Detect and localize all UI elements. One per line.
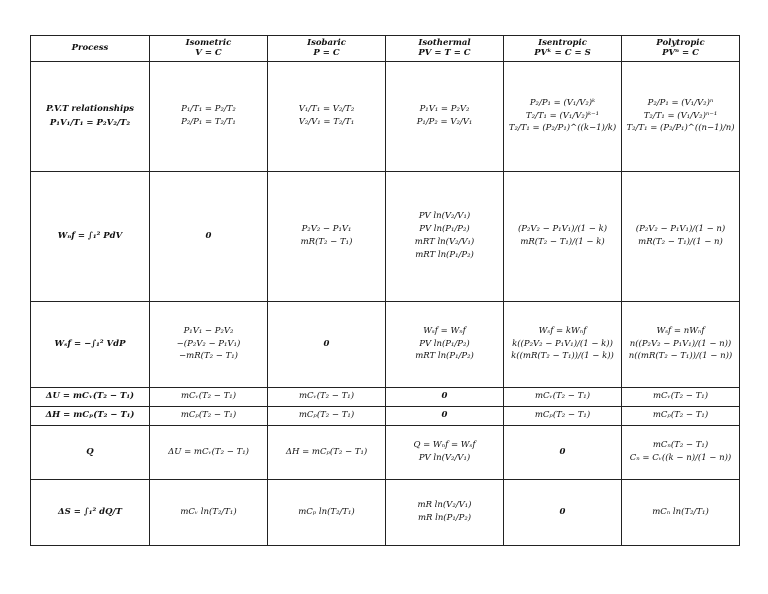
equation: mCᵥ(T₂ − T₁) [534,391,591,402]
equation: (P₂V₂ − P₁V₁)/(1 − k) [517,224,608,235]
equation: k((P₂V₂ − P₁V₁)/(1 − k)) [512,338,613,349]
cell-dh-isobaric [268,407,386,426]
row-label-ds [31,480,150,546]
cell-pvt-polytropic [622,62,740,172]
row-label-equation: P₁V₁/T₁ = P₂V₂/T₂ [49,117,131,128]
row-wnf [31,172,740,302]
row-label-text: Wₛf = −∫₁² VdP [54,338,126,349]
equation: P₂V₂ − P₁V₁ [301,224,352,235]
cell-pvt-isometric [150,62,268,172]
cell-wsf-isothermal [386,302,504,388]
equation: (P₂V₂ − P₁V₁)/(1 − n) [635,224,726,235]
equation: P₁V₁ − P₂V₂ [183,325,234,336]
cell-wnf-isothermal [386,172,504,302]
equation: Cₙ = Cᵥ((k − n)/(1 − n)) [629,453,732,463]
equation: T₂/T₁ = (P₂/P₁)^((k−1)/k) [508,123,617,134]
equation: mR(T₂ − T₁) [300,237,353,247]
equation: mRT ln(P₁/P₂) [415,249,474,260]
equation: PV ln(V₂/V₁) [418,211,471,222]
equation: mCₚ(T₂ − T₁) [298,410,355,421]
thermodynamic-process-table [30,35,740,546]
equation: T₂/T₁ = (P₂/P₁)^((n−1)/n) [626,123,735,134]
equation: 0 [441,391,448,402]
equation: 0 [323,338,330,349]
row-du [31,388,740,407]
cell-du-isothermal [386,388,504,407]
row-label-du [31,388,150,407]
cell-q-polytropic [622,426,740,480]
cell-ds-isobaric [268,480,386,546]
equation: mRT ln(P₁/P₂) [415,351,474,362]
cell-q-isometric [150,426,268,480]
equation: T₂/T₁ = (V₁/V₂)ᵏ⁻¹ [525,110,600,121]
cell-ds-polytropic [622,480,740,546]
cell-wnf-isobaric [268,172,386,302]
equation: V₁/T₁ = V₂/T₂ [298,104,355,115]
cell-wnf-polytropic [622,172,740,302]
cell-wsf-isometric [150,302,268,388]
equation: 0 [205,230,212,241]
equation: ΔH = mCₚ(T₂ − T₁) [285,446,368,457]
equation: mRT ln(V₂/V₁) [414,237,475,247]
equation: mCₚ ln(T₂/T₁) [298,506,355,517]
row-label-text: ΔU = mCᵥ(T₂ − T₁) [45,391,135,402]
equation: Wₛf = kWₙf [538,325,587,336]
equation: mCᵥ(T₂ − T₁) [652,391,709,402]
row-label-text: P.V.T relationships [46,103,134,114]
row-ds [31,480,740,546]
equation: PV ln(V₂/V₁) [418,453,471,463]
header-isobaric: Isobaric P = C [268,36,386,62]
equation: P₁/T₁ = P₂/T₂ [181,104,236,115]
equation: mCᵥ(T₂ − T₁) [180,391,237,402]
equation: mR(T₂ − T₁)/(1 − k) [520,237,605,247]
equation: P₂/P₁ = (V₁/V₂)ⁿ [647,97,714,108]
equation: −mR(T₂ − T₁) [179,351,238,362]
equation: V₂/V₁ = T₂/T₁ [298,117,355,127]
cell-pvt-isobaric [268,62,386,172]
cell-du-isobaric [268,388,386,407]
equation: P₁V₁ = P₂V₂ [419,104,470,115]
header-isentropic: Isentropic PVᵏ = C = S [504,36,622,62]
equation: 0 [559,506,566,517]
cell-pvt-isothermal [386,62,504,172]
equation: T₂/T₁ = (V₁/V₂)ⁿ⁻¹ [643,110,718,121]
row-label-text: ΔS = ∫₁² dQ/T [58,506,122,517]
cell-wnf-isentropic [504,172,622,302]
equation: mCₚ(T₂ − T₁) [652,410,709,421]
cell-du-isometric [150,388,268,407]
equation: mCₙ(T₂ − T₁) [652,440,709,451]
equation: mCᵥ ln(T₂/T₁) [180,506,237,517]
cell-wsf-isentropic [504,302,622,388]
equation: Wₛf = nWₙf [656,325,705,336]
cell-ds-isentropic [504,480,622,546]
cell-wnf-isometric [150,172,268,302]
header-polytropic: Polytropic PVⁿ = C [622,36,740,62]
equation: P₁/P₂ = V₂/V₁ [416,117,473,127]
equation: ΔU = mCᵥ(T₂ − T₁) [168,446,249,457]
equation: mR(T₂ − T₁)/(1 − n) [638,237,723,247]
row-label-wsf [31,302,150,388]
row-label-pvt [31,62,150,172]
equation: −(P₂V₂ − P₁V₁) [176,338,241,349]
cell-du-isentropic [504,388,622,407]
cell-ds-isothermal [386,480,504,546]
equation: PV ln(P₁/P₂) [419,338,470,349]
cell-pvt-isentropic [504,62,622,172]
equation: P₂/P₁ = (V₁/V₂)ᵏ [529,97,596,108]
equation: k((mR(T₂ − T₁))/(1 − k)) [511,351,614,362]
equation: n((mR(T₂ − T₁))/(1 − n)) [628,351,733,362]
cell-dh-polytropic [622,407,740,426]
row-label-text: ΔH = mCₚ(T₂ − T₁) [45,410,135,421]
cell-ds-isometric [150,480,268,546]
cell-wsf-isobaric [268,302,386,388]
row-pvt [31,62,740,172]
row-dh [31,407,740,426]
equation: mR ln(P₁/P₂) [417,513,472,523]
equation: mCₙ ln(T₂/T₁) [652,506,709,517]
equation: 0 [441,410,448,421]
cell-q-isentropic [504,426,622,480]
header-row [31,36,740,62]
row-label-text: Wₙf = ∫₁² PdV [57,230,123,241]
row-label-q [31,426,150,480]
header-process: Process [31,36,150,62]
cell-wsf-polytropic [622,302,740,388]
row-label-text: Q [86,446,94,457]
equation: mCₚ(T₂ − T₁) [180,410,237,421]
row-q [31,426,740,480]
row-wsf [31,302,740,388]
equation: mR ln(V₂/V₁) [417,500,472,511]
row-label-dh [31,407,150,426]
cell-dh-isentropic [504,407,622,426]
cell-q-isobaric [268,426,386,480]
equation: P₂/P₁ = T₂/T₁ [181,117,236,127]
equation: mCₚ(T₂ − T₁) [534,410,591,421]
header-isometric: Isometric V = C [150,36,268,62]
equation: 0 [559,446,566,457]
cell-dh-isothermal [386,407,504,426]
cell-dh-isometric [150,407,268,426]
equation: PV ln(P₁/P₂) [419,224,470,235]
header-isothermal: Isothermal PV = T = C [386,36,504,62]
equation: n((P₂V₂ − P₁V₁)/(1 − n)) [629,338,732,349]
equation: Wₛf = Wₙf [423,325,466,336]
row-label-wnf [31,172,150,302]
cell-q-isothermal [386,426,504,480]
equation: mCᵥ(T₂ − T₁) [298,391,355,402]
equation: Q = Wₙf = Wₛf [413,440,476,451]
cell-du-polytropic [622,388,740,407]
